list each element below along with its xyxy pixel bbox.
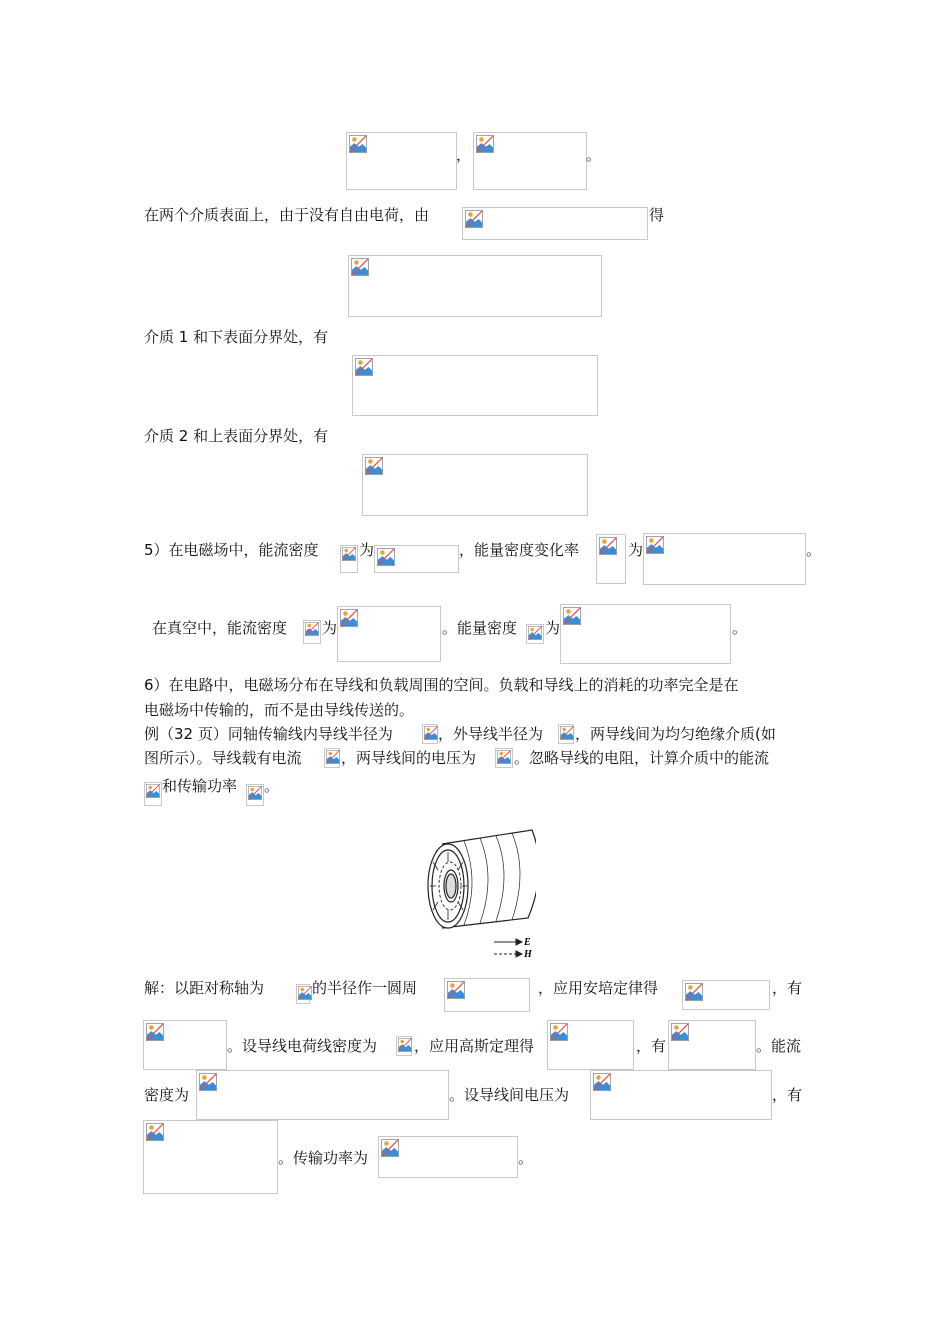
broken-image-icon (342, 547, 356, 561)
paragraph-text: ，两导线间为均匀绝缘介质(如 (575, 725, 776, 743)
paragraph-text: 。能流 (756, 1037, 802, 1055)
paragraph-text: 为 (628, 541, 644, 559)
equation-image (143, 1120, 278, 1194)
equation-image (547, 1020, 634, 1070)
broken-image-icon (599, 537, 617, 555)
paragraph-text: 和传输功率 (162, 777, 238, 795)
coaxial-cable-figure (424, 822, 536, 962)
broken-image-icon (199, 1073, 217, 1091)
broken-image-icon (340, 609, 358, 627)
broken-image-icon (685, 983, 703, 1001)
equation-image (346, 132, 457, 190)
broken-image-icon (146, 784, 160, 798)
symbol-image (526, 624, 544, 644)
paragraph-text: ，有 (636, 1037, 667, 1055)
symbol-image (246, 784, 264, 806)
paragraph-text: 。传输功率为 (278, 1149, 369, 1167)
comma: ， (456, 146, 472, 164)
equation-image (196, 1070, 449, 1120)
broken-image-icon (351, 258, 369, 276)
symbol-image (558, 724, 574, 744)
paragraph-text: 。设导线间电压为 (449, 1086, 570, 1104)
equation-image (337, 606, 441, 662)
broken-image-icon (349, 135, 367, 153)
broken-image-icon (365, 457, 383, 475)
broken-image-icon (550, 1023, 568, 1041)
broken-image-icon (646, 536, 664, 554)
paragraph-text: 解：以距对称轴为 (144, 979, 265, 997)
equation-image (473, 132, 587, 190)
broken-image-icon (326, 750, 340, 764)
broken-image-icon (305, 622, 319, 636)
broken-image-icon (447, 981, 465, 999)
equation-image (444, 978, 530, 1012)
period: 。 (732, 619, 748, 637)
paragraph-text: 得 (649, 206, 665, 224)
paragraph-text: 为 (322, 619, 338, 637)
paragraph-text: 。设导线电荷线密度为 (227, 1037, 378, 1055)
broken-image-icon (465, 210, 483, 228)
broken-image-icon (560, 726, 574, 740)
paragraph-text: 5）在电磁场中，能流密度 (144, 541, 319, 559)
paragraph-text: 例（32 页）同轴传输线内导线半径为 (144, 725, 393, 743)
broken-image-icon (563, 607, 581, 625)
paragraph-text: 。忽略导线的电阻，计算介质中的能流 (514, 749, 770, 767)
paragraph-text: 。能量密度 (442, 619, 518, 637)
symbol-image (324, 748, 340, 768)
broken-image-icon (381, 1139, 399, 1157)
paragraph-text: 介质 1 和下表面分界处，有 (144, 328, 329, 346)
period: 。 (586, 146, 602, 164)
period: 。 (518, 1149, 534, 1167)
broken-image-icon (476, 135, 494, 153)
equation-image (643, 533, 806, 585)
equation-image (668, 1020, 756, 1070)
paragraph-text: 电磁场中传输的，而不是由导线传送的。 (144, 701, 415, 719)
legend-e-label: E (524, 937, 531, 948)
paragraph-text: 的半径作一圆周 (312, 979, 418, 997)
broken-image-icon (146, 1023, 164, 1041)
equation-image (560, 604, 731, 664)
equation-image (378, 1136, 518, 1178)
symbol-image (303, 620, 321, 644)
paragraph-text: ，外导线半径为 (438, 725, 544, 743)
period: 。 (264, 777, 280, 795)
symbol-image (495, 748, 513, 768)
symbol-image (296, 984, 310, 1004)
paragraph-text: ，两导线间的电压为 (341, 749, 477, 767)
paragraph-text: 图所示）。导线载有电流 (144, 749, 302, 767)
equation-image (590, 1070, 772, 1120)
symbol-image (144, 782, 162, 806)
broken-image-icon (377, 548, 395, 566)
paragraph-text: ，有 (772, 1086, 803, 1104)
paragraph-text: 介质 2 和上表面分界处，有 (144, 427, 329, 445)
paragraph-text: 为 (359, 541, 375, 559)
broken-image-icon (398, 1038, 412, 1052)
equation-image (362, 454, 588, 516)
paragraph-text: 6）在电路中，电磁场分布在导线和负载周围的空间。负载和导线上的消耗的功率完全是在 (144, 676, 739, 694)
broken-image-icon (424, 726, 438, 740)
equation-image (682, 980, 770, 1010)
broken-image-icon (248, 786, 262, 800)
broken-image-icon (593, 1073, 611, 1091)
paragraph-text: 为 (545, 619, 561, 637)
paragraph-text: ，能量密度变化率 (459, 541, 580, 559)
legend-h-label: H (524, 949, 532, 960)
symbol-image (340, 545, 358, 573)
equation-image (462, 207, 648, 240)
paragraph-text: 在真空中，能流密度 (152, 619, 288, 637)
equation-image (143, 1020, 227, 1070)
paragraph-text: ，应用高斯定理得 (414, 1037, 535, 1055)
paragraph-text: 密度为 (144, 1086, 190, 1104)
broken-image-icon (298, 986, 312, 1000)
equation-image (374, 545, 459, 573)
paragraph-text: 在两个介质表面上，由于没有自由电荷，由 (144, 206, 430, 224)
symbol-image (596, 534, 626, 584)
broken-image-icon (355, 358, 373, 376)
broken-image-icon (146, 1123, 164, 1141)
broken-image-icon (671, 1023, 689, 1041)
equation-image (348, 255, 602, 317)
equation-image (352, 355, 598, 416)
paragraph-text: ，有 (772, 979, 803, 997)
symbol-image (396, 1036, 412, 1056)
broken-image-icon (528, 626, 542, 640)
paragraph-text: ，应用安培定律得 (538, 979, 659, 997)
symbol-image (422, 724, 438, 744)
period: 。 (806, 541, 822, 559)
broken-image-icon (497, 750, 511, 764)
